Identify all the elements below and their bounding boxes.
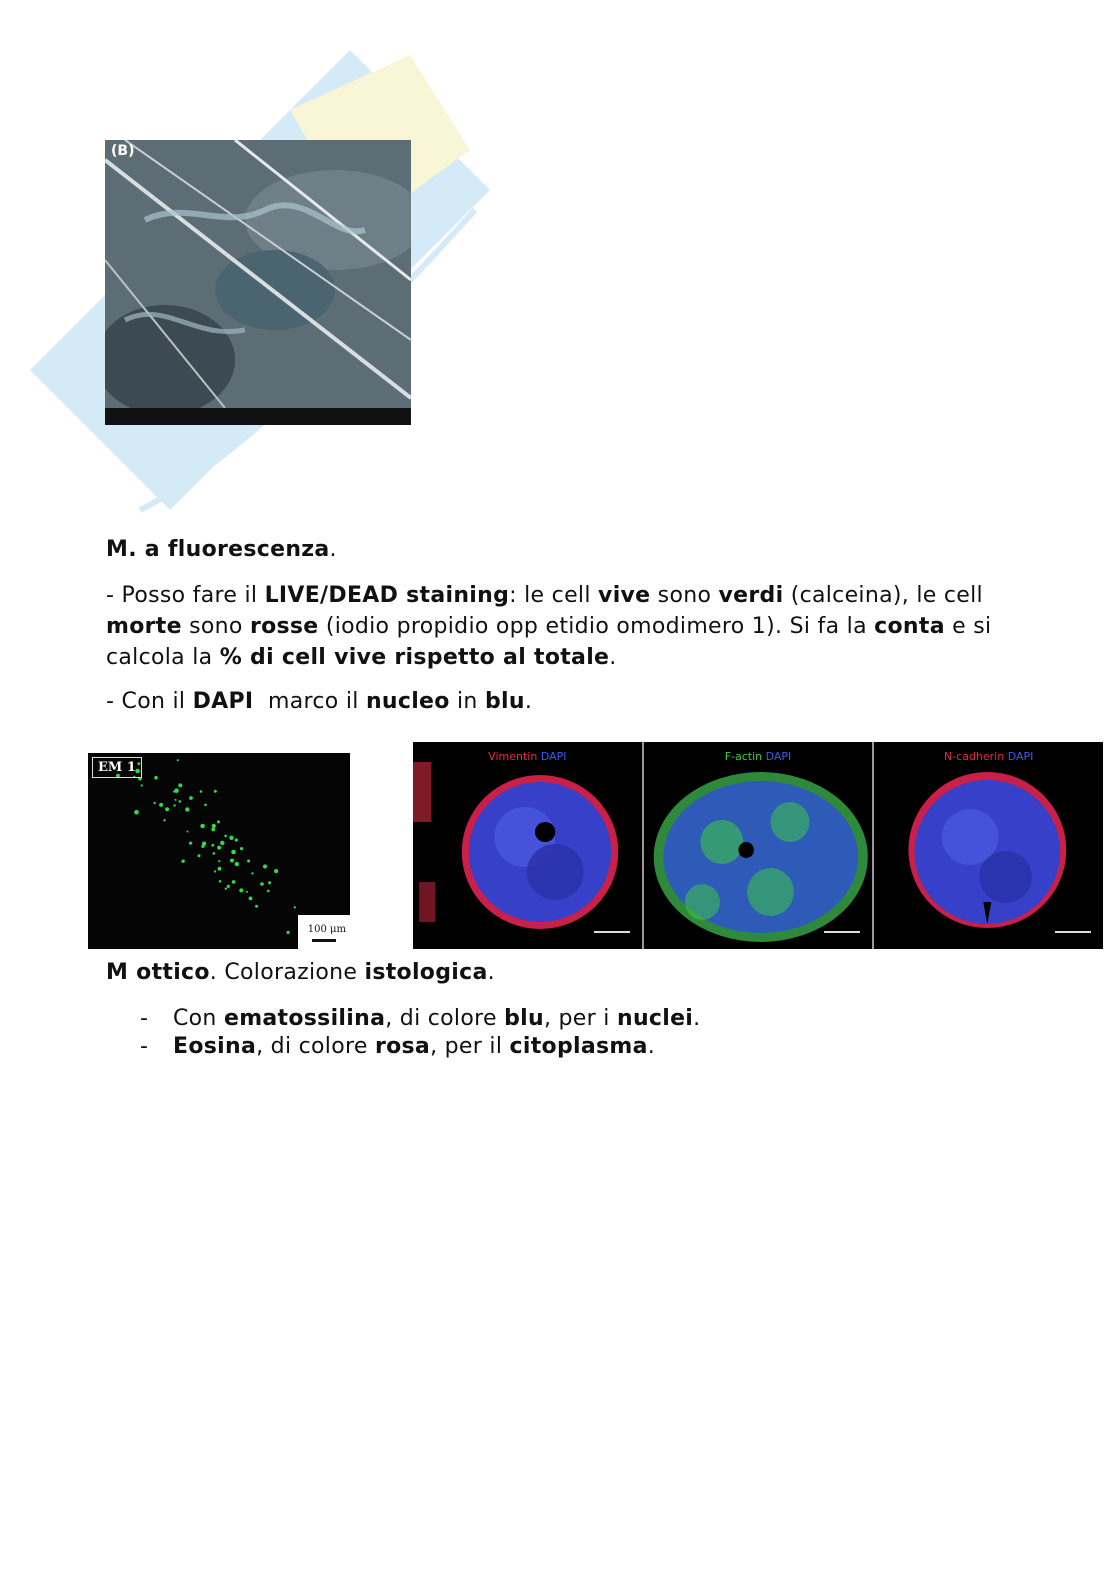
cell-dot (230, 859, 234, 863)
live-dead-paragraph: - Posso fare il LIVE/DEAD staining: le cell vive sono verdi (calceina), le cell morte sono rosse (iodio propidio opp etidio omodimero 1). Si fa la conta e si calcola la % di cell vive rispetto al totale. (106, 583, 992, 670)
cell-dot (225, 888, 227, 890)
live-cells-micrograph (88, 753, 350, 949)
cell-dot (263, 864, 267, 868)
scale-label: 100 μm (307, 924, 346, 935)
cell-dot (251, 872, 253, 874)
dapi-paragraph: - Con il DAPI marco il nucleo in blu. (106, 689, 533, 714)
scale-box (298, 915, 350, 949)
cell-dot (239, 888, 243, 892)
cell-dot (200, 790, 203, 793)
cell-dot (211, 844, 214, 847)
cell-dot (189, 796, 193, 800)
cell-dot (235, 862, 239, 866)
cell-dot (174, 788, 179, 793)
panel-label: Vimentin DAPI (488, 750, 567, 763)
immunofluorescence-panels (413, 742, 1103, 949)
cell-dot (141, 784, 143, 786)
scale-bar (594, 931, 630, 933)
optical-heading: M ottico. Colorazione istologica. (106, 960, 495, 985)
cell-dot (200, 824, 205, 829)
cell-dot (267, 890, 270, 893)
list-dash: - (140, 1006, 149, 1031)
cell-dot (232, 880, 236, 884)
cell-dot (229, 836, 233, 840)
cell-dot (246, 891, 248, 893)
cell-dot (198, 854, 201, 857)
cell-dot (185, 807, 189, 811)
cell-dot (201, 845, 204, 848)
cell-dot (247, 860, 250, 863)
scale-bar (312, 939, 336, 942)
cell-dot (219, 880, 222, 883)
panel-f-actin (644, 742, 875, 949)
cell-dot (220, 841, 224, 845)
cell-dot (240, 847, 243, 850)
cell-dot (153, 802, 155, 804)
cell-dot (173, 804, 175, 806)
panel-label: F-actin DAPI (724, 750, 792, 763)
cell-dot (154, 776, 158, 780)
cell-dot (268, 881, 271, 884)
cell-dot (213, 852, 216, 855)
cell-dot (260, 882, 264, 886)
cell-dot (212, 824, 216, 828)
sem-micrograph (105, 140, 411, 425)
scale-bar (824, 931, 860, 933)
cell-dot (159, 803, 163, 807)
cell-dot (214, 790, 217, 793)
cell-dot (218, 860, 220, 862)
cell-dot (134, 810, 139, 815)
staining-list (140, 1005, 700, 1061)
panel-vimentin (413, 742, 644, 949)
figure-label: EM 1 (92, 757, 142, 778)
cell-dot (255, 905, 258, 908)
panel-n-cadherin (874, 742, 1103, 949)
cell-dot (175, 799, 177, 801)
cell-dot (179, 800, 182, 803)
cell-dot (287, 931, 290, 934)
cell-dot (181, 860, 184, 863)
cell-dot (227, 885, 230, 888)
list-dash: - (140, 1034, 149, 1059)
cell-dot (214, 870, 216, 872)
cell-dot (165, 807, 169, 811)
list-item: - Eosina, di colore rosa, per il citoplasma. (140, 1034, 656, 1059)
panel-label: N-cadherin DAPI (943, 750, 1034, 763)
cell-dot (189, 842, 192, 845)
cell-dot (204, 804, 207, 807)
cell-dot (218, 867, 222, 871)
cell-dot (231, 850, 236, 855)
list-item: - Con ematossilina, di colore blu, per i nuclei. (140, 1006, 701, 1031)
cell-dot (187, 831, 189, 833)
scale-bar (1055, 931, 1091, 933)
cell-dot (211, 827, 215, 831)
cell-dot (249, 897, 253, 901)
cell-dot (224, 835, 227, 838)
cell-dot (294, 906, 296, 908)
cell-dot (217, 846, 221, 850)
cell-dot (163, 819, 165, 821)
cell-dot (235, 838, 238, 841)
cell-dot (217, 820, 220, 823)
cell-dot (178, 783, 182, 787)
figure-label: (B) (111, 143, 135, 159)
cell-dot (177, 759, 179, 761)
sem-info-bar (105, 408, 411, 425)
cell-dot (274, 869, 278, 873)
fluorescence-heading: M. a fluorescenza. (106, 537, 337, 562)
